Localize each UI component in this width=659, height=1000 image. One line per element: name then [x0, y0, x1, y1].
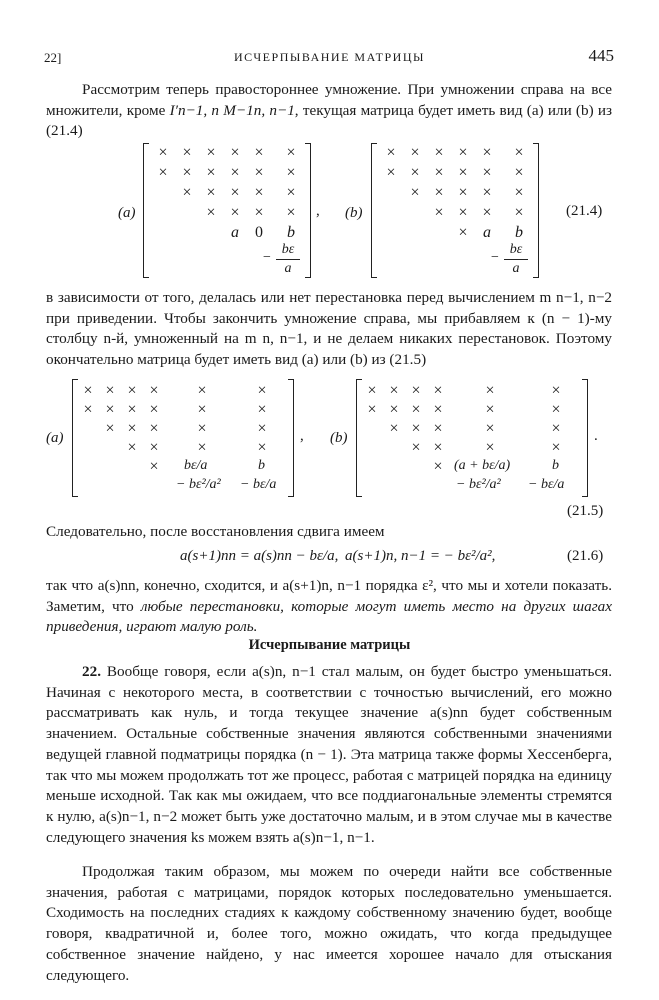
paragraph-continuation: Продолжая таким образом, мы можем по очереди найти все собственные значения, работая с матрицами, порядок которых последовательно уменьшается. Сходимость на последних стадиях к каждому собственному значению будет, вообще говоря, квадратичной и, более того, можно ожидать, что когда предыдущее собственное значение найдено, у нас имеется хорошее начало для отыскания следующего. — [46, 863, 612, 984]
equation-number-214: (21.4) — [566, 203, 603, 219]
matrix-215b: × × × × × × × × × × × × × × × × × × × × × × (a + bε/a) b − bε²/a² − bε/a — [356, 379, 588, 497]
matrix-215a: × × × × × × × × × × × × × × × × × × × × × × bε/a b − bε²/a² − bε/a — [72, 379, 294, 497]
matrix-215-end-dot: . — [594, 428, 598, 444]
header-section-number: 22] — [44, 50, 62, 65]
matrix-214-separator: , — [316, 203, 320, 219]
matrix-214b: × × × × × × × × × × × × × × × × × × × × × × a b − bε a — [371, 143, 539, 278]
equation-216-right: a(s+1)n, n−1 = − bε²/a², — [345, 548, 496, 564]
paragraph-shift-restore: Следовательно, после восстановления сдвига имеем — [46, 523, 385, 540]
matrix-215b-label: (b) — [330, 430, 348, 446]
section-number: 22. — [82, 663, 101, 680]
header-page-number: 445 — [588, 46, 614, 65]
emphasis-permutations: любые перестановки, которые могут иметь место на других шагах приведения, играют малую роль. — [46, 597, 612, 636]
paragraph-final-form: в зависимости от того, делалась или нет перестановка перед вычислением m n−1, n−2 при приведении. Чтобы закончить умножение справа, мы прибавляем к (n − 1)-му столбцу n-й, умноженный на m n, n−1, и не делаем никаких перестановок. Поэтому окончательно матрица будет иметь вид (a) или (b) из (21.5) — [46, 289, 612, 369]
matrix-215-separator: , — [300, 428, 304, 444]
formula-multipliers: I′n−1, n M−1n, n−1 — [169, 101, 295, 119]
equation-number-216: (21.6) — [567, 548, 604, 564]
equation-number-215: (21.5) — [567, 503, 604, 519]
equation-216-left: a(s+1)nn = a(s)nn − bε/a, — [180, 548, 339, 564]
paragraph-convergence: так что a(s)nn, конечно, сходится, и a(s+1)n, n−1 порядка ε², что мы и хотели показать. Заметим, что любые перестановки, которые могут иметь место на других шагах приведения, играют малую роль. — [46, 577, 612, 636]
paragraph-right-multiplication: Рассмотрим теперь правостороннее умножение. При умножении справа на все множители, кроме I′n−1, n M−1n, n−1, текущая матрица будет иметь вид (a) или (b) из (21.4) — [46, 81, 613, 140]
matrix-214a: × × × × × × × × × × × × × × × × × × × × × a 0 b − bε a — [143, 143, 311, 278]
paragraph-deflation: 22. Вообще говоря, если a(s)n, n−1 стал малым, он будет быстро уменьшаться. Начиная с некоторого места, в соответствии с точностью вычислений, его можно рассматривать как нуль, и тогда текущее значение a(s)nn будет собственным значением. Остальные собственные значения являются собственными значениями ведущей главной подматрицы порядка (n − 1). Эта матрица также формы Хессенберга, так что мы можем продолжать тот же процесс, работая с матрицей порядка на единицу меньше исходной. Так как мы ожидаем, что все поддиагональные элементы стремятся к нулю, a(s)n−1, n−2 может быть уже достаточно малым, и в этом случае мы в качестве следующего значения ks можем взять a(s)n−1, n−1. — [46, 663, 612, 846]
matrix-214a-label: (a) — [118, 205, 136, 221]
matrix-215a-label: (a) — [46, 430, 64, 446]
section-title: Исчерпывание матрицы — [248, 637, 411, 653]
matrix-214b-label: (b) — [345, 205, 363, 221]
header-running-title: ИСЧЕРПЫВАНИЕ МАТРИЦЫ — [234, 50, 425, 64]
